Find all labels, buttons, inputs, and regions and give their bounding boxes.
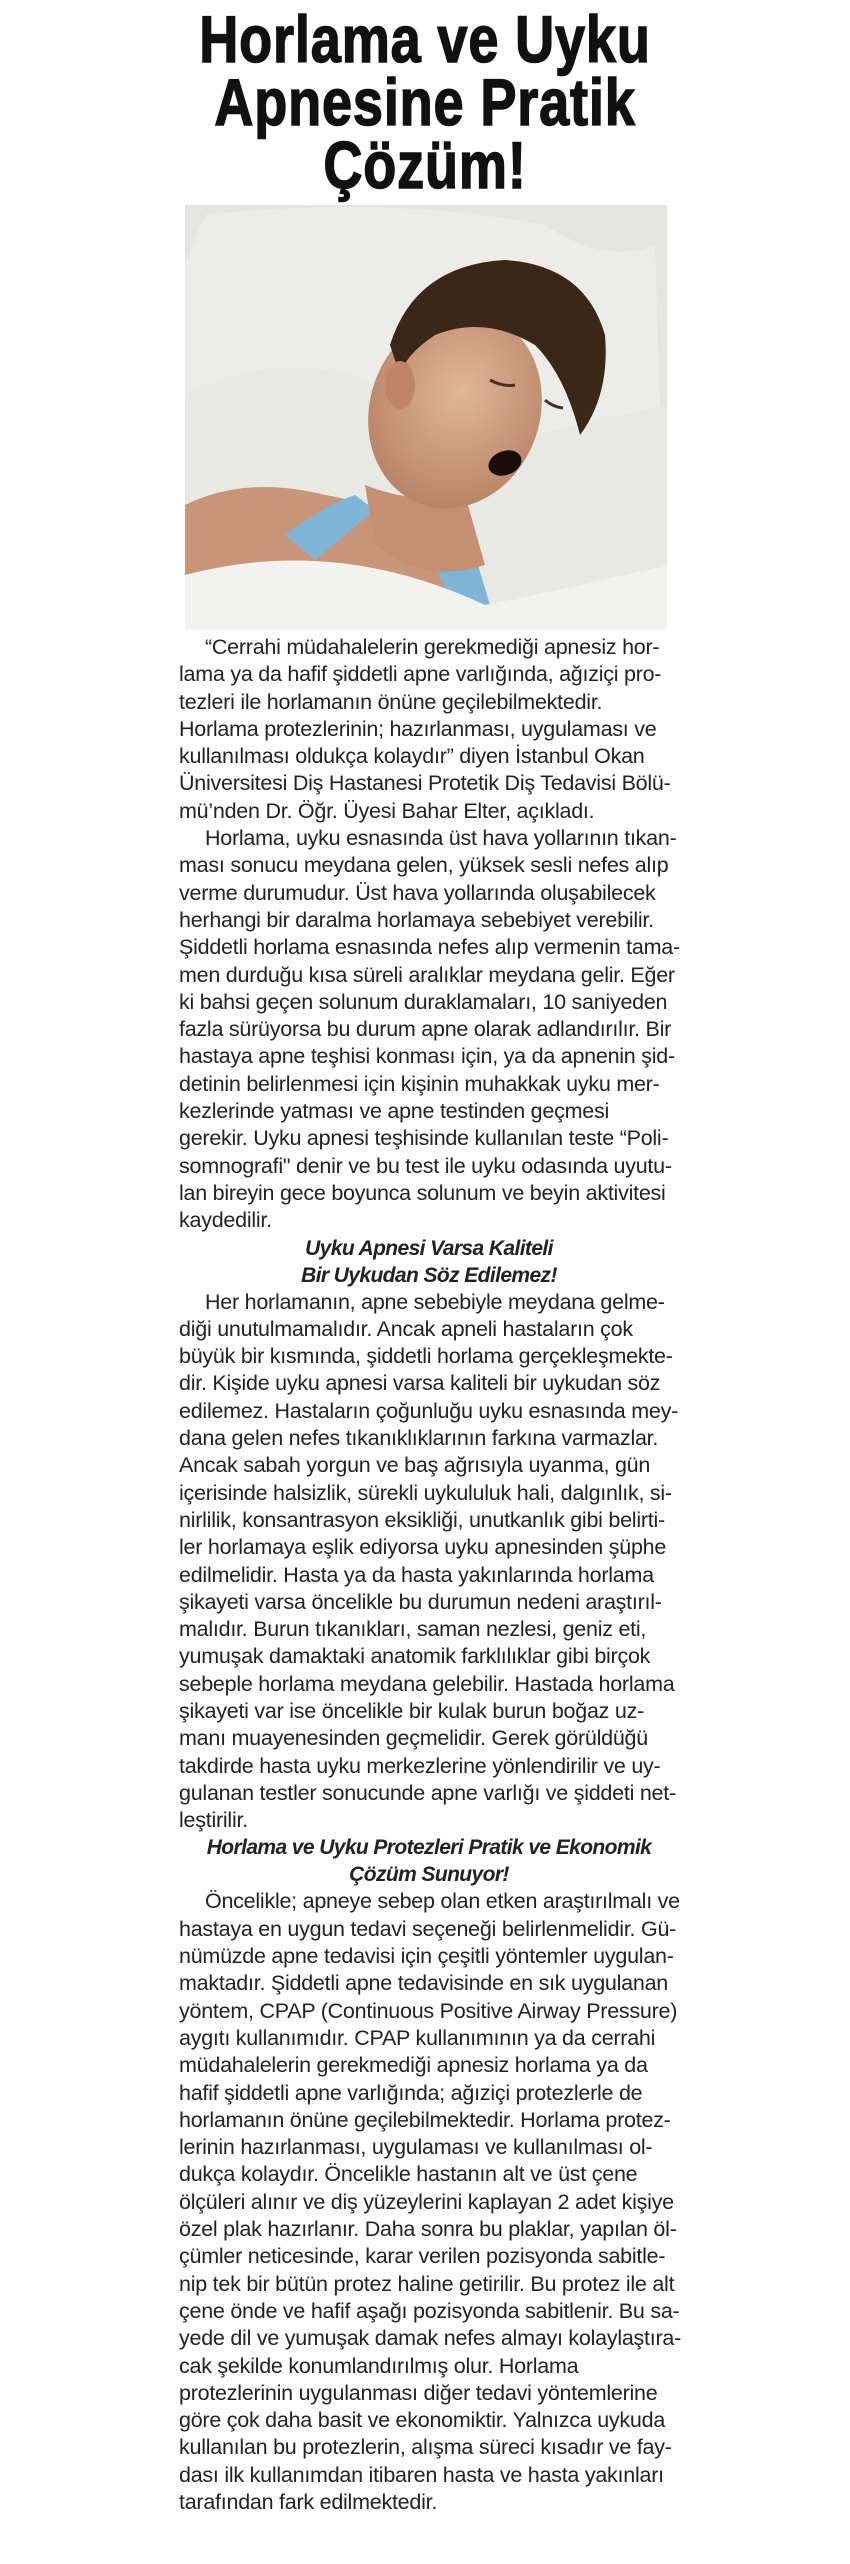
text-line: fazla sürüyorsa bu durum apne olarak adlandırılır. Bir — [179, 1017, 672, 1042]
paragraph — [179, 825, 679, 1234]
text-line: çene önde ve hafif aşağı pozisyonda sabitlenir. Bu sa- — [179, 2298, 680, 2323]
text-line: herhangi bir daralma horlamaya sebebiyet verebilir. — [179, 907, 654, 932]
text-line: gerekir. Uyku apnesi teşhisinde kullanılan teste “Poli- — [179, 1126, 669, 1151]
title-line: Çözüm! — [323, 128, 527, 202]
text-line: hastaya apne teşhisi konması için, ya da apnenin şid- — [179, 1044, 675, 1069]
text-line: men durduğu kısa süreli aralıklar meydana gelir. Eğer — [179, 962, 675, 987]
text-line: yede dil ve yumuşak damak nefes almayı kolaylaştıra- — [179, 2326, 682, 2351]
text-line: kullanılması oldukça kolaydır” diyen İstanbul Okan — [179, 744, 645, 769]
text-line: müdahalelerin gerekmediği apnesiz horlama ya da — [179, 2053, 648, 2078]
text-line: kullanılan bu protezlerin, alışma süreci kısadır ve fay- — [179, 2435, 672, 2460]
text-line: ölçüleri alınır ve diş yüzeylerini kaplayan 2 adet kişiye — [179, 2189, 674, 2214]
text-line: gulanan testler sonucunde apne varlığı ve şiddeti net- — [179, 1780, 676, 1805]
text-line: detinin belirlenmesi için kişinin muhakkak uyku mer- — [179, 1071, 660, 1096]
text-line: leştirilir. — [179, 1808, 248, 1833]
sleeping-man-illustration — [185, 205, 667, 630]
text-line: lan bireyin gece boyunca solunum ve beyin aktivitesi — [179, 1180, 666, 1205]
text-line: Her horlamanın, apne sebebiyle meydana gelme- — [205, 1289, 665, 1314]
title-line: Horlama ve Uyku — [199, 2, 651, 76]
section-heading — [179, 1235, 679, 1289]
article-photo — [185, 205, 667, 630]
text-line: lama ya da hafif şiddetli apne varlığında, ağıziçi pro- — [179, 662, 662, 687]
text-line: ler horlamaya eşlik ediyorsa uyku apnesinden şüphe — [179, 1535, 667, 1560]
text-line: protezlerinin uygulanması diğer tedavi yöntemlerine — [179, 2380, 658, 2405]
text-line: şikayeti var ise öncelikle bir kulak burun boğaz uz- — [179, 1698, 645, 1723]
text-line: Ancak sabah yorgun ve baş ağrısıyla uyanma, gün — [179, 1453, 651, 1478]
text-line: dası ilk kullanımdan itibaren hasta ve hasta yakınları — [179, 2462, 664, 2487]
text-line: tarafından fark edilmektedir. — [179, 2490, 438, 2514]
text-line: göre çok daha basit ve ekonomiktir. Yalnızca uykuda — [179, 2408, 666, 2433]
text-line: dukça kolaydır. Öncelikle hastanın alt ve üst çene — [179, 2162, 638, 2187]
text-line: dana gelen nefes tıkanıklıklarının farkına varmazlar. — [179, 1426, 659, 1451]
text-line: edilmelidir. Hasta ya da hasta yakınlarında horlama — [179, 1562, 654, 1587]
paragraph — [179, 634, 679, 825]
text-line: tezleri ile horlamanın önüne geçilebilmektedir. — [179, 689, 603, 714]
paragraph — [179, 1289, 679, 1835]
text-line: dir. Kişide uyku apnesi varsa kaliteli bir uykudan söz — [179, 1371, 661, 1396]
text-line: lerinin hazırlanması, uygulaması ve kullanılması ol- — [179, 2135, 653, 2160]
text-line: kezlerinde yatması ve apne testinden geçmesi — [179, 1099, 609, 1124]
text-line: Horlama protezlerinin; hazırlanması, uygulaması ve — [179, 716, 657, 741]
text-line: aygıtı kullanımıdır. CPAP kullanımının ya da cerrahi — [179, 2025, 656, 2050]
text-line: mü’nden Dr. Öğr. Üyesi Bahar Elter, açıkladı. — [179, 798, 595, 823]
paragraph — [179, 1888, 682, 2516]
heading-line: Bir Uykudan Söz Edilemez! — [301, 1263, 557, 1287]
text-line: Şiddetli horlama esnasında nefes alıp vermenin tama- — [179, 935, 680, 960]
text-line: nirlilik, konsantrasyon eksikliği, unutkanlık gibi belirti- — [179, 1507, 665, 1532]
title-line: Apnesine Pratik — [214, 65, 636, 139]
section-heading — [179, 1834, 679, 1888]
text-line: yöntem, CPAP (Continuous Positive Airway Pressure) — [179, 1998, 678, 2023]
text-line: diği unutulmamalıdır. Ancak apneli hastaların çok — [179, 1316, 633, 1341]
text-line: verme durumudur. Üst hava yollarında oluşabilecek — [179, 880, 656, 905]
text-line: şikayeti varsa öncelikle bu durumun nedeni araştırıl- — [179, 1589, 662, 1614]
text-line: cak şekilde konumlandırılmış olur. Horlama — [179, 2353, 579, 2378]
text-line: nümüzde apne tedavisi için çeşitli yöntemler uygulan- — [179, 1944, 674, 1969]
text-line: hastaya en uygun tedavi seçeneği belirlenmelidir. Gü- — [179, 1916, 677, 1941]
text-line: horlamanın önüne geçilebilmektedir. Horlama protez- — [179, 2107, 671, 2132]
text-line: sebeple horlama meydana gelebilir. Hastada horlama — [179, 1671, 675, 1696]
text-line: ması sonucu meydana gelen, yüksek sesli nefes alıp — [179, 853, 669, 878]
text-line: çümler neticesinde, karar verilen pozisyonda sabitle- — [179, 2244, 666, 2269]
heading-line: Horlama ve Uyku Protezleri Pratik ve Ekonomik — [206, 1836, 652, 1860]
text-line: malıdır. Burun tıkanıkları, saman nezlesi, geniz eti, — [179, 1617, 647, 1642]
text-line: içerisinde halsizlik, sürekli uykululuk hali, dalgınlık, si- — [179, 1480, 672, 1505]
text-line: yumuşak damaktaki anatomik farklılıklar gibi birçok — [179, 1644, 651, 1669]
text-line: edilemez. Hastaların çoğunluğu uyku esnasında mey- — [179, 1398, 679, 1423]
heading-line: Çözüm Sunuyor! — [349, 1863, 509, 1887]
text-line: nip tek bir bütün protez haline getirilir. Bu protez ile alt — [179, 2271, 675, 2296]
text-line: takdirde hasta uyku merkezlerine yönlendirilir ve uy- — [179, 1753, 661, 1778]
text-line: “Cerrahi müdahalelerin gerekmediği apnesiz hor- — [205, 635, 660, 659]
text-line: hafif şiddetli apne varlığında; ağıziçi protezlerle de — [179, 2080, 643, 2105]
text-line: Horlama, uyku esnasında üst hava yollarının tıkan- — [205, 826, 677, 851]
text-line: Üniversitesi Diş Hastanesi Protetik Diş Tedavisi Bölü- — [179, 771, 671, 796]
text-line: maktadır. Şiddetli apne tedavisinde en sık uygulanan — [179, 1971, 668, 1996]
text-line: Öncelikle; apneye sebep olan etken araştırılmalı ve — [205, 1889, 680, 1914]
heading-line: Uyku Apnesi Varsa Kaliteli — [305, 1236, 553, 1260]
text-line: kaydedilir. — [179, 1208, 272, 1233]
article-body — [179, 634, 682, 2516]
article-title — [0, 2, 850, 202]
text-line: büyük bir kısmında, şiddetli horlama gerçekleşmekte- — [179, 1344, 673, 1369]
text-line: somnografi" denir ve bu test ile uyku odasında uyutu- — [179, 1153, 672, 1178]
text-line: ki bahsi geçen solunum duraklamaları, 10 saniyeden — [179, 989, 668, 1014]
text-line: özel plak hazırlanır. Daha sonra bu plaklar, yapılan öl- — [179, 2217, 677, 2242]
text-line: manı muayenesinden geçmelidir. Gerek görüldüğü — [179, 1726, 648, 1751]
